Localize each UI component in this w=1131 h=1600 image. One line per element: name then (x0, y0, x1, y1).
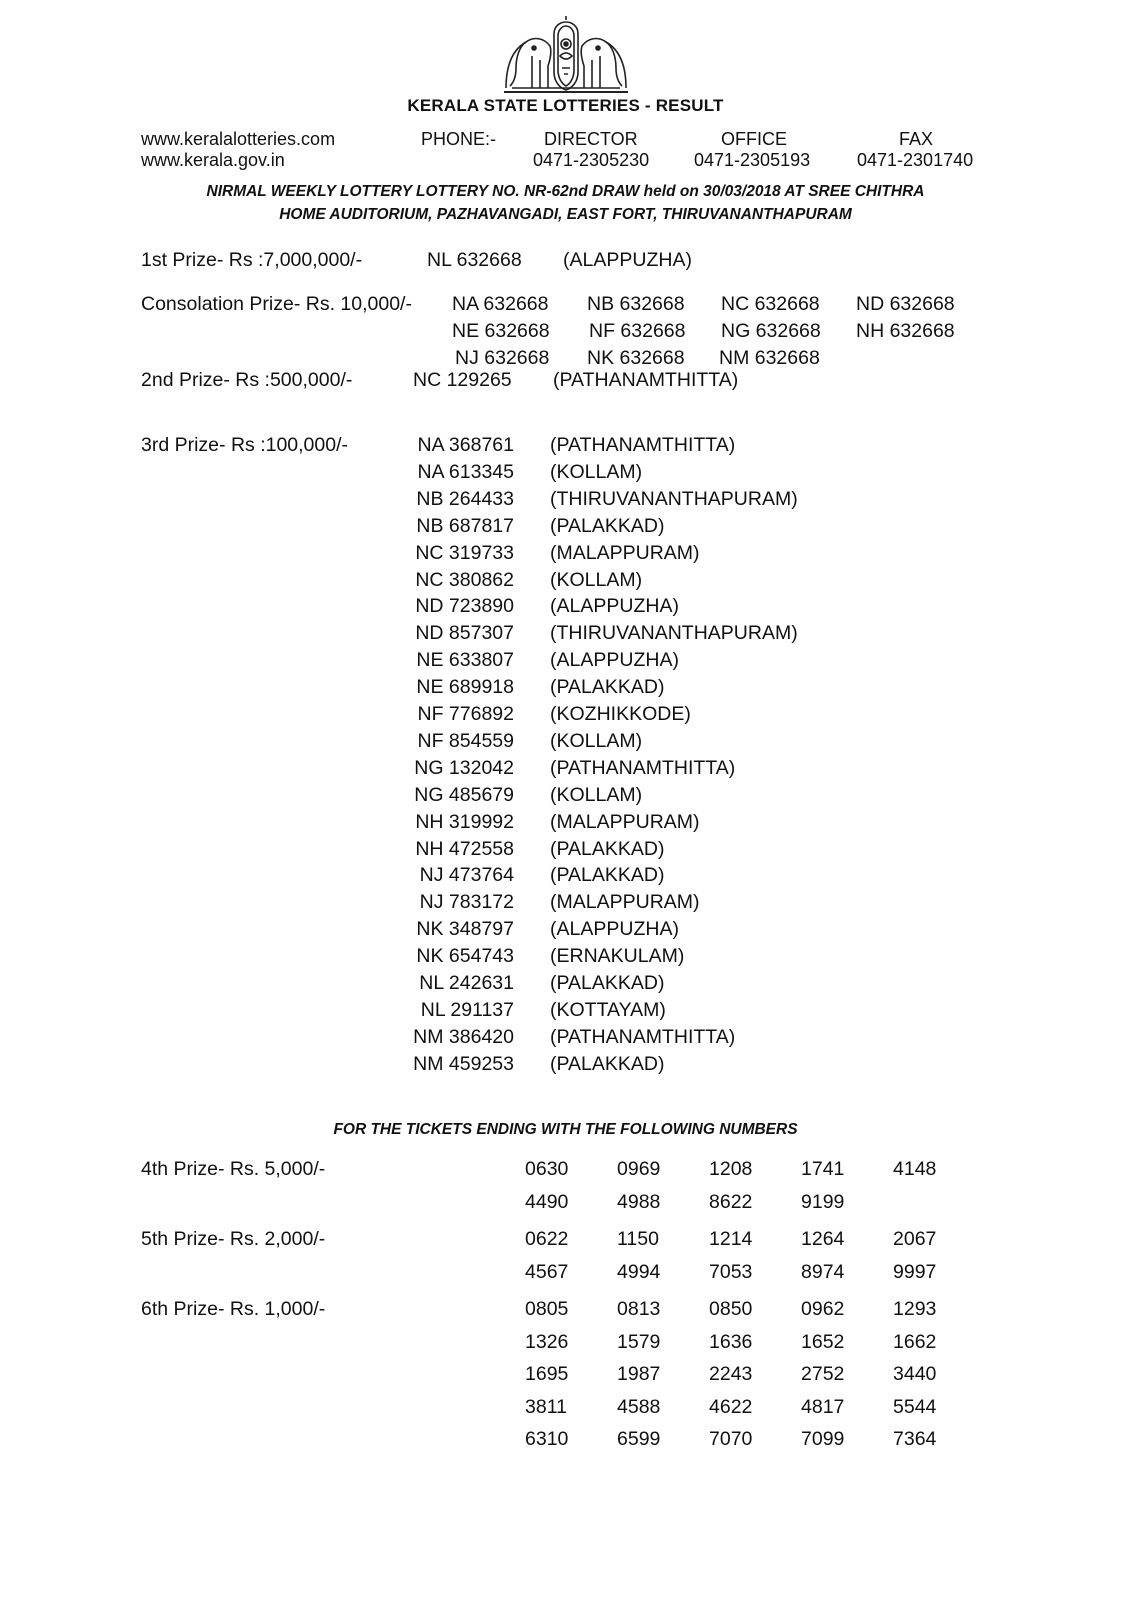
ending-number: 4567 (525, 1261, 569, 1283)
third-prize-ticket: NH 319992 (415, 810, 514, 833)
third-prize-ticket: NB 687817 (416, 514, 514, 537)
third-prize-ticket: NL 242631 (419, 972, 514, 994)
draw-info-line-1: NIRMAL WEEKLY LOTTERY LOTTERY NO. NR-62nd DRAW held on 30/03/2018 AT SREE CHITHRA (206, 183, 925, 200)
third-prize-row (0, 434, 1131, 461)
ending-number: 1214 (709, 1228, 753, 1250)
third-prize-district: (KOZHIKKODE) (550, 703, 691, 725)
ending-number: 3811 (525, 1395, 567, 1418)
third-prize-district: (KOLLAM) (550, 783, 643, 806)
third-prize-row (0, 515, 1131, 542)
third-prize-district: (PATHANAMTHITTA) (550, 1025, 736, 1048)
third-prize-district: (THIRUVANANTHAPURAM) (550, 487, 798, 510)
third-prize-ticket: NF 854559 (417, 729, 514, 752)
third-prize-district: (PATHANAMTHITTA) (550, 434, 736, 456)
first-prize-ticket: NL 632668 (427, 249, 522, 271)
third-prize-district: (ALAPPUZHA) (550, 595, 679, 618)
ending-number: 3440 (893, 1363, 937, 1385)
third-prize-ticket: ND 857307 (415, 622, 514, 645)
ending-number: 1695 (525, 1363, 569, 1385)
third-prize-ticket: NC 380862 (415, 568, 514, 591)
ending-number: 1326 (525, 1330, 569, 1353)
third-prize-row (0, 999, 1131, 1026)
third-prize-district: (MALAPPURAM) (550, 810, 700, 833)
third-prize-row (0, 864, 1131, 891)
phone-label: PHONE:- (421, 129, 497, 149)
third-prize-ticket: NC 319733 (415, 541, 514, 564)
ending-number: 1636 (709, 1330, 753, 1353)
ending-number: 2752 (801, 1363, 845, 1385)
third-prize-district: (PALAKKAD) (550, 972, 665, 994)
ending-number: 0850 (709, 1298, 753, 1320)
kerala-state-emblem-icon (502, 16, 630, 96)
ending-number: 0630 (525, 1158, 569, 1180)
ending-number: 1987 (617, 1363, 661, 1385)
third-prize-row (0, 972, 1131, 999)
consolation-ticket: NC 632668 (721, 293, 820, 315)
ending-number: 2243 (709, 1363, 753, 1385)
fourth-prize-label: 4th Prize- Rs. 5,000/- (141, 1158, 326, 1180)
consolation-ticket: NE 632668 (452, 320, 550, 342)
ending-number: 7070 (709, 1428, 753, 1450)
third-prize-district: (PALAKKAD) (550, 864, 665, 887)
ending-number: 8974 (801, 1261, 845, 1283)
third-prize-district: (ALAPPUZHA) (550, 649, 679, 672)
ending-number: 6310 (525, 1428, 569, 1450)
ending-number: 8622 (709, 1191, 753, 1213)
ending-number: 0622 (525, 1228, 569, 1250)
ending-number: 7099 (801, 1428, 845, 1450)
third-prize-district: (MALAPPURAM) (550, 891, 700, 914)
third-prize-row (0, 918, 1131, 945)
ending-number: 4817 (801, 1395, 845, 1418)
consolation-prize-label: Consolation Prize- Rs. 10,000/- (141, 293, 412, 315)
page-title: KERALA STATE LOTTERIES - RESULT (407, 96, 724, 115)
third-prize-row (0, 649, 1131, 676)
ending-number: 9997 (893, 1261, 937, 1283)
fax-number: 0471-2301740 (857, 150, 974, 170)
second-prize-district: (PATHANAMTHITTA) (553, 369, 739, 391)
third-prize-district: (PALAKKAD) (550, 676, 665, 699)
third-prize-ticket: NE 633807 (416, 649, 514, 672)
third-prize-district: (PALAKKAD) (550, 1052, 665, 1075)
third-prize-row (0, 945, 1131, 972)
ending-number: 0969 (617, 1158, 661, 1180)
ending-number: 5544 (893, 1395, 937, 1418)
third-prize-district: (PATHANAMTHITTA) (550, 756, 736, 779)
third-prize-ticket: NM 459253 (413, 1052, 514, 1075)
third-prize-row (0, 891, 1131, 918)
third-prize-district: (PALAKKAD) (550, 837, 665, 860)
consolation-ticket: ND 632668 (856, 293, 955, 315)
third-prize-row (0, 595, 1131, 622)
consolation-ticket: NM 632668 (719, 347, 820, 369)
third-prize-ticket: NK 654743 (416, 945, 514, 968)
third-prize-ticket: NL 291137 (420, 998, 514, 1021)
ending-number: 1208 (709, 1158, 753, 1180)
ending-number: 7364 (893, 1428, 937, 1450)
third-prize-ticket: NG 485679 (414, 783, 514, 806)
third-prize-row (0, 622, 1131, 649)
ending-number: 4588 (617, 1395, 661, 1418)
third-prize-row (0, 1026, 1131, 1053)
third-prize-ticket: NA 613345 (417, 460, 514, 483)
ending-number: 1741 (801, 1158, 845, 1180)
third-prize-ticket: NE 689918 (416, 676, 514, 699)
office-label: OFFICE (721, 129, 787, 149)
office-phone: 0471-2305193 (694, 150, 811, 170)
ending-number: 1293 (893, 1298, 937, 1320)
third-prize-ticket: NF 776892 (417, 703, 514, 725)
ending-number: 7053 (709, 1261, 753, 1283)
third-prize-row (0, 569, 1131, 596)
ending-number: 4988 (617, 1191, 661, 1213)
ending-number: 4148 (893, 1158, 937, 1180)
first-prize-label: 1st Prize- Rs :7,000,000/- (141, 249, 363, 271)
third-prize-row (0, 811, 1131, 838)
director-phone: 0471-2305230 (533, 150, 650, 170)
third-prize-row (0, 542, 1131, 569)
consolation-ticket: NG 632668 (721, 320, 821, 342)
third-prize-ticket: NK 348797 (416, 918, 514, 941)
third-prize-ticket: ND 723890 (415, 595, 514, 618)
third-prize-ticket: NA 368761 (417, 434, 514, 456)
third-prize-row (0, 784, 1131, 811)
second-prize-ticket: NC 129265 (413, 369, 512, 391)
third-prize-district: (KOLLAM) (550, 729, 643, 752)
ending-number: 4490 (525, 1191, 569, 1213)
third-prize-ticket: NM 386420 (413, 1025, 514, 1048)
consolation-ticket: NK 632668 (587, 347, 685, 369)
fax-label: FAX (899, 129, 934, 149)
ending-number: 4622 (709, 1395, 753, 1418)
third-prize-row (0, 488, 1131, 515)
third-prize-district: (PALAKKAD) (550, 514, 665, 537)
third-prize-district: (KOLLAM) (550, 568, 643, 591)
ending-numbers-title: FOR THE TICKETS ENDING WITH THE FOLLOWING NUMBERS (333, 1121, 798, 1138)
third-prize-district: (THIRUVANANTHAPURAM) (550, 622, 798, 645)
consolation-ticket: NA 632668 (452, 293, 549, 315)
third-prize-district: (KOTTAYAM) (550, 998, 666, 1021)
third-prize-ticket: NB 264433 (416, 487, 514, 510)
fifth-prize-label: 5th Prize- Rs. 2,000/- (141, 1228, 326, 1250)
ending-number: 0962 (801, 1298, 845, 1320)
website-link-2[interactable]: www.kerala.gov.in (141, 150, 285, 170)
draw-info-line-2: HOME AUDITORIUM, PAZHAVANGADI, EAST FORT, THIRUVANANTHAPURAM (279, 206, 852, 223)
ending-number: 1264 (801, 1228, 845, 1250)
ending-number: 0805 (525, 1298, 569, 1320)
ending-number: 0813 (617, 1298, 661, 1320)
third-prize-district: (MALAPPURAM) (550, 541, 700, 564)
director-label: DIRECTOR (544, 129, 638, 149)
third-prize-ticket: NG 132042 (414, 756, 514, 779)
consolation-ticket: NH 632668 (856, 320, 955, 342)
first-prize-district: (ALAPPUZHA) (563, 249, 692, 271)
consolation-ticket: NB 632668 (587, 293, 685, 315)
ending-number: 2067 (893, 1228, 937, 1250)
consolation-ticket: NF 632668 (589, 320, 686, 342)
ending-number: 9199 (801, 1191, 845, 1213)
third-prize-district: (ERNAKULAM) (550, 945, 685, 968)
third-prize-row (0, 703, 1131, 730)
ending-number: 6599 (617, 1428, 661, 1450)
third-prize-row (0, 461, 1131, 488)
third-prize-label: 3rd Prize- Rs :100,000/- (141, 434, 349, 456)
ending-number: 1150 (617, 1228, 659, 1250)
second-prize-label: 2nd Prize- Rs :500,000/- (141, 369, 353, 391)
third-prize-ticket: NJ 783172 (419, 891, 514, 914)
third-prize-district: (ALAPPUZHA) (550, 918, 679, 941)
ending-number: 4994 (617, 1261, 661, 1283)
third-prize-row (0, 838, 1131, 865)
ending-number: 1662 (893, 1330, 937, 1353)
website-link-1[interactable]: www.keralalotteries.com (141, 129, 336, 149)
third-prize-row (0, 676, 1131, 703)
ending-number: 1652 (801, 1330, 845, 1353)
third-prize-ticket: NJ 473764 (419, 864, 514, 887)
third-prize-ticket: NH 472558 (415, 837, 514, 860)
third-prize-row (0, 757, 1131, 784)
third-prize-district: (KOLLAM) (550, 460, 643, 483)
consolation-ticket: NJ 632668 (455, 347, 550, 369)
ending-number: 1579 (617, 1330, 661, 1353)
third-prize-row (0, 730, 1131, 757)
third-prize-row (0, 1053, 1131, 1080)
sixth-prize-label: 6th Prize- Rs. 1,000/- (141, 1298, 326, 1320)
